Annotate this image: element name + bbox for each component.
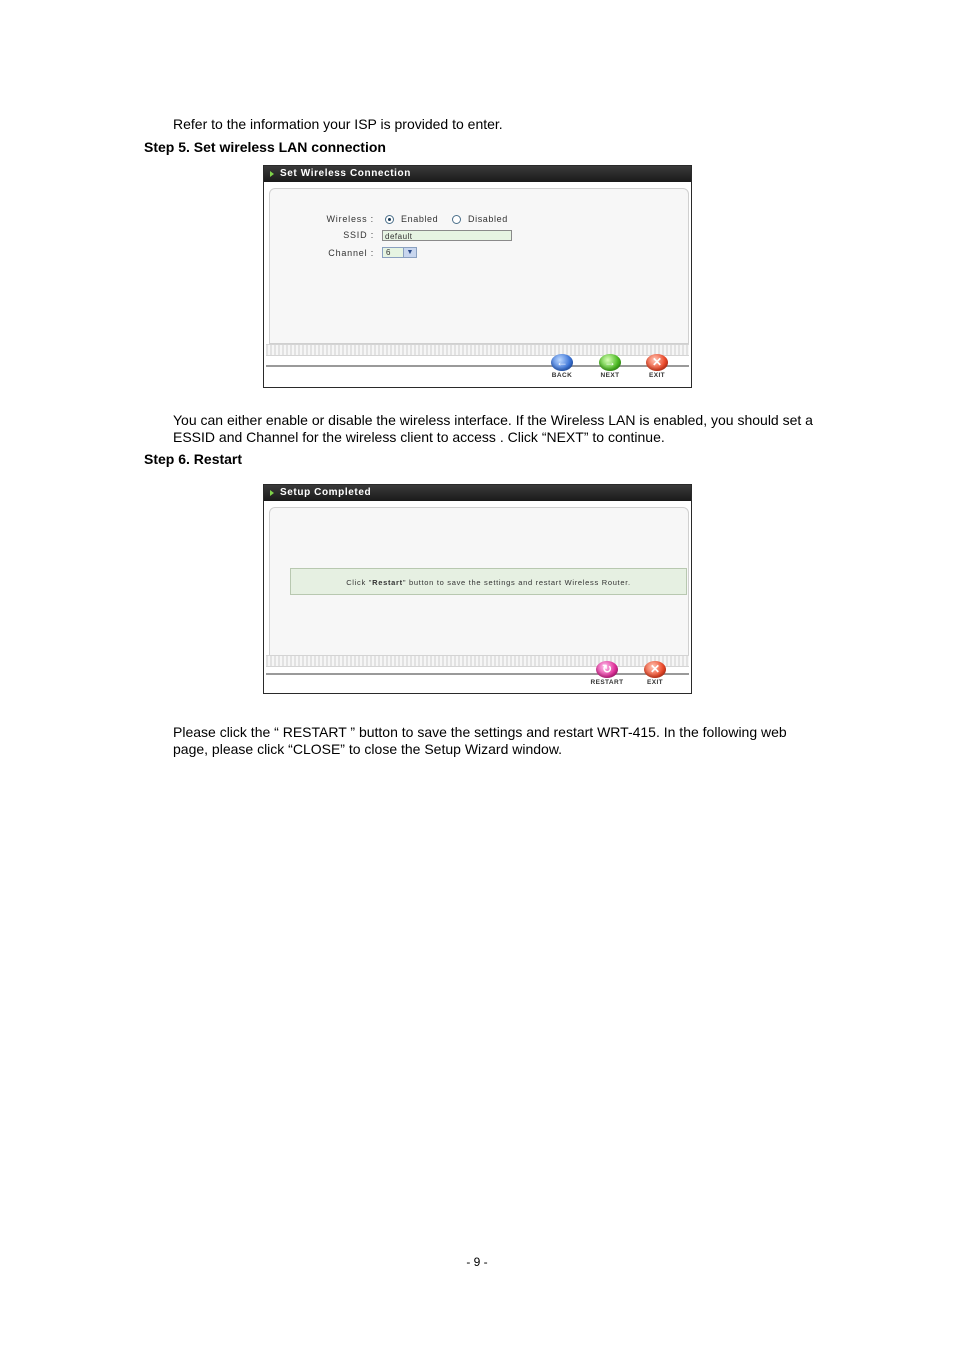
step5-description: You can either enable or disable the wireless interface. If the Wireless LAN is enabled, you should set a ESSID and Channel for the wireless client to access . Click “NEXT” to continue. [173,412,813,445]
setup-completed-panel [263,484,692,694]
message-prefix: Click " [346,578,373,587]
arrow-left-icon: ← [551,354,573,371]
disabled-radio[interactable] [452,215,461,224]
refresh-icon: ↻ [596,661,618,678]
exit-button-setup[interactable] [635,661,675,691]
arrow-right-icon [270,490,274,496]
channel-label: Channel : [328,248,374,258]
message-bold: Restart [372,578,403,587]
enabled-label: Enabled [401,214,439,224]
ssid-input[interactable]: default [382,230,512,241]
wireless-panel-title: Set Wireless Connection [280,168,411,179]
exit-label-setup: EXIT [646,679,664,686]
next-button[interactable] [590,354,630,384]
disabled-label: Disabled [468,214,508,224]
close-icon: ✕ [644,661,666,678]
arrow-right-circle-icon: → [599,354,621,371]
exit-label: EXIT [648,372,666,379]
enabled-radio[interactable] [385,215,394,224]
close-icon: ✕ [646,354,668,371]
setup-panel-body [269,507,689,656]
exit-button[interactable] [637,354,677,384]
restart-label: RESTART [590,679,624,686]
step5-heading: Step 5. Set wireless LAN connection [144,139,386,155]
channel-value: 6 [386,248,391,257]
restart-message-box [290,568,687,595]
arrow-right-icon [270,171,274,177]
wireless-panel-body [269,188,689,344]
step6-heading: Step 6. Restart [144,451,243,467]
chevron-down-icon: ▼ [403,248,416,257]
wireless-label: Wireless : [326,214,374,224]
setup-panel-title-bar [264,485,691,501]
intro-text: Refer to the information your ISP is provided to enter. [173,116,503,132]
back-button[interactable] [542,354,582,384]
next-label: NEXT [600,372,620,379]
channel-select[interactable] [382,247,417,258]
wireless-wizard-panel [263,165,692,388]
message-suffix: " button to save the settings and restart Wireless Router. [402,578,631,587]
wireless-panel-title-bar [264,166,691,182]
page-number: - 9 - [466,1255,488,1269]
ssid-label: SSID : [343,230,374,240]
back-label: BACK [551,372,573,379]
setup-panel-title: Setup Completed [280,487,372,498]
step6-description: Please click the “ RESTART ” button to save the settings and restart WRT-415. In the following web page, please click “CLOSE” to close the Setup Wizard window. [173,724,787,757]
restart-button[interactable] [587,661,627,691]
